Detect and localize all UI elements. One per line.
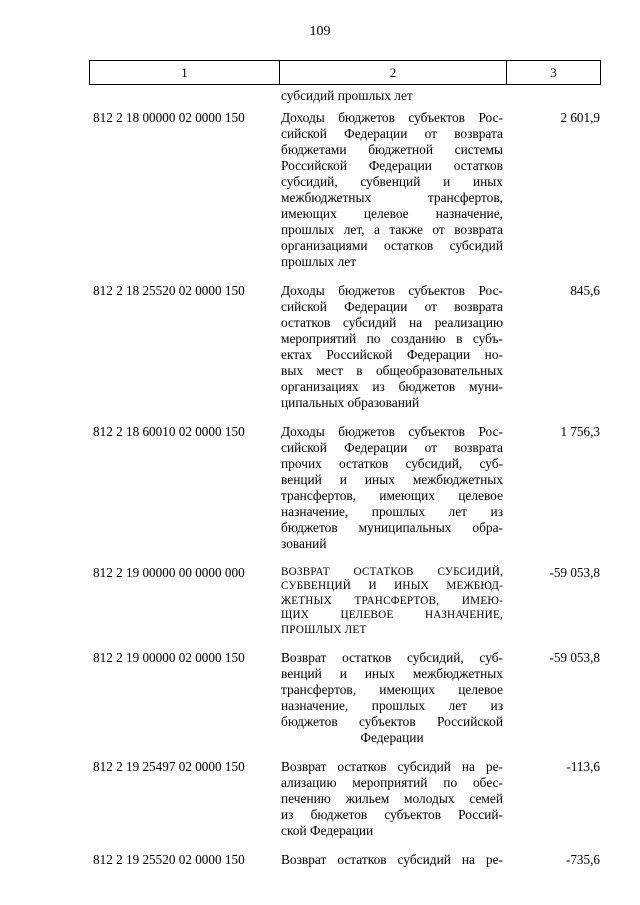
row-amount: 1 756,3 [560, 424, 600, 439]
description-line: ЩИХ ЦЕЛЕВОЕ НАЗНАЧЕНИЕ, [281, 609, 503, 622]
table-row [0, 565, 640, 637]
page-number: 109 [309, 24, 331, 39]
row-description [281, 650, 503, 746]
row-description [281, 88, 503, 104]
description-line: прошлых лет, а также от возврата [281, 222, 503, 237]
row-amount: -59 053,8 [549, 650, 600, 666]
row-description [281, 852, 503, 868]
description-line: ской Федерации [281, 823, 374, 839]
description-line: вых мест в общеобразовательных [281, 363, 503, 378]
table-row [0, 283, 640, 411]
table-row [0, 759, 640, 839]
table-row-continuation [0, 88, 640, 104]
description-line: СУБВЕНЦИЙ И ИНЫХ МЕЖБЮД- [281, 580, 503, 593]
table-header [89, 60, 601, 85]
row-amount: 845,6 [570, 283, 600, 298]
description-line: Доходы бюджетов субъектов Рос- [281, 110, 503, 125]
row-code: 812 2 19 00000 02 0000 150 [93, 650, 245, 666]
header-col-2: 2 [280, 61, 507, 85]
description-line: бюджетами бюджетной системы [281, 142, 503, 157]
description-line: ектах Российской Федерации но- [281, 347, 503, 362]
description-line: трансфертов, имеющих целевое [281, 488, 503, 503]
description-line: из бюджетов субъектов Россий- [281, 807, 503, 823]
description-line: назначение, прошлых лет из [281, 504, 503, 519]
row-amount: -59 053,8 [549, 565, 600, 580]
description-line: Доходы бюджетов субъектов Рос- [281, 283, 503, 298]
description-line: ализацию мероприятий по обес- [281, 775, 503, 791]
description-line: прочих остатков субсидий, суб- [281, 456, 503, 471]
description-line: ПРОШЛЫХ ЛЕТ [281, 623, 367, 636]
description-line: прошлых лет [281, 254, 357, 269]
description-line: межбюджетных трансфертов, [281, 190, 503, 205]
row-code: 812 2 18 60010 02 0000 150 [93, 424, 245, 439]
header-col-1: 1 [90, 61, 280, 85]
description-line: бюджетов муниципальных обра- [281, 520, 503, 535]
row-description [281, 424, 503, 552]
description-line: венций и иных межбюджетных [281, 666, 503, 682]
description-line: Возврат остатков субсидий на ре- [281, 852, 503, 868]
description-line: Доходы бюджетов субъектов Рос- [281, 424, 503, 439]
row-description [281, 110, 503, 270]
row-amount: -113,6 [566, 759, 600, 775]
description-line: Федерации [360, 730, 424, 746]
description-line: назначение, прошлых лет из [281, 698, 503, 714]
row-description [281, 283, 503, 411]
description-line: ципальных образований [281, 395, 420, 410]
row-code: 812 2 19 25520 02 0000 150 [93, 852, 245, 868]
description-line: венций и иных межбюджетных [281, 472, 503, 487]
description-line: трансфертов, имеющих целевое [281, 682, 503, 698]
row-description [281, 565, 503, 637]
description-line: сийской Федерации от возврата [281, 299, 503, 314]
row-description [281, 759, 503, 839]
description-line: сийской Федерации от возврата [281, 126, 503, 141]
description-line: бюджетов субъектов Российской [281, 714, 503, 730]
row-code: 812 2 18 00000 02 0000 150 [93, 110, 245, 125]
row-amount: -735,6 [565, 852, 600, 868]
description-line: сийской Федерации от возврата [281, 440, 503, 455]
description-line: Российской Федерации остатков [281, 158, 503, 173]
description-line: субсидий, субвенций и иных [281, 174, 503, 189]
header-col-3: 3 [507, 61, 601, 85]
table-row [0, 424, 640, 552]
table-row [0, 852, 640, 868]
description-line: остатков субсидий на реализацию [281, 315, 503, 330]
description-line: организациях из бюджетов муни- [281, 379, 503, 394]
description-line: имеющих целевое назначение, [281, 206, 503, 221]
description-line: организациями остатков субсидий [281, 238, 503, 253]
row-code: 812 2 18 25520 02 0000 150 [93, 283, 245, 298]
row-amount: 2 601,9 [560, 110, 600, 125]
description-line: печению жильем молодых семей [281, 791, 503, 807]
table-body [0, 88, 640, 881]
description-line: мероприятий по созданию в субъ- [281, 331, 503, 346]
description-line: ВОЗВРАТ ОСТАТКОВ СУБСИДИЙ, [281, 566, 503, 578]
description-line: ЖЕТНЫХ ТРАНСФЕРТОВ, ИМЕЮ- [281, 594, 503, 607]
row-code: 812 2 19 00000 00 0000 000 [93, 565, 245, 580]
table-row [0, 650, 640, 746]
description-line: Возврат остатков субсидий на ре- [281, 759, 503, 775]
description-line: субсидий прошлых лет [281, 88, 413, 103]
description-line: Возврат остатков субсидий, суб- [281, 650, 503, 666]
row-code: 812 2 19 25497 02 0000 150 [93, 759, 245, 775]
description-line: зований [281, 536, 327, 551]
table-row [0, 110, 640, 270]
